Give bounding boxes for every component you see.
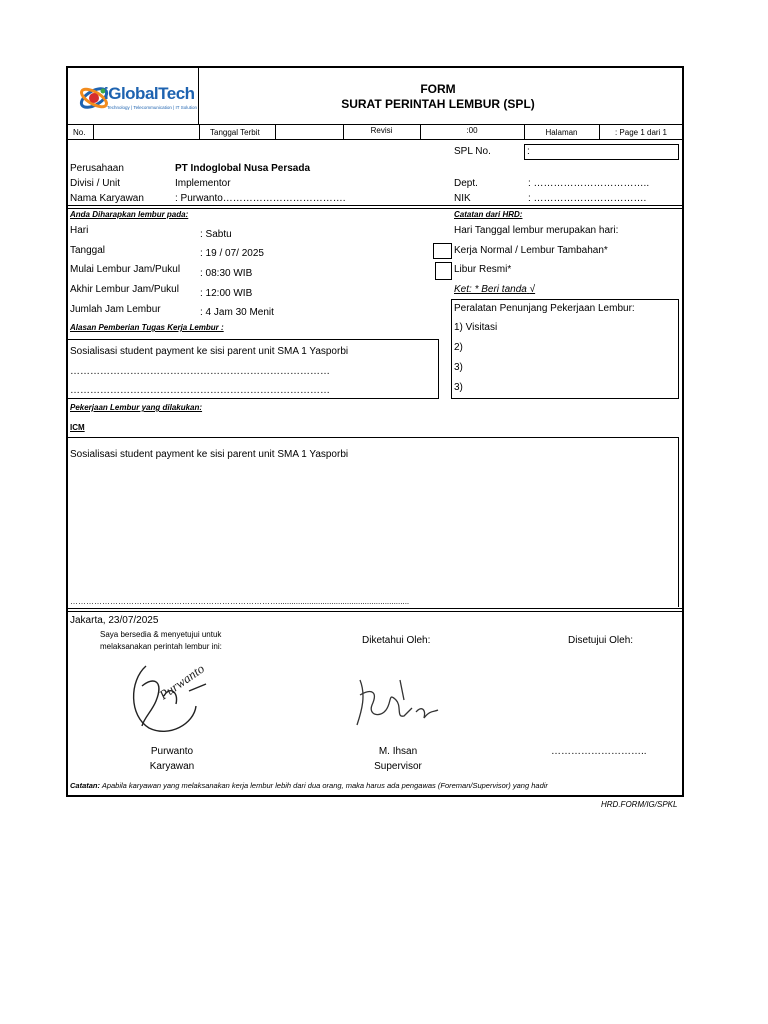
- pekerjaan-subheading: ICM: [70, 423, 85, 432]
- peralatan-item: 3): [454, 362, 463, 373]
- nama-karyawan-label: Nama Karyawan: [70, 193, 144, 204]
- halaman-label: Halaman: [545, 128, 578, 137]
- alasan-line-1: Sosialisasi student payment ke sisi parent unit SMA 1 Yasporbi: [70, 346, 349, 357]
- mulai-label: Mulai Lembur Jam/Pukul: [70, 264, 181, 275]
- nik-label: NIK: [454, 193, 471, 204]
- revisi-label: Revisi: [370, 126, 393, 135]
- lembur-heading: Anda Diharapkan lembur pada:: [70, 210, 189, 219]
- peralatan-item: 2): [454, 342, 463, 353]
- approver-blank: ………………………..: [551, 746, 647, 757]
- spl-no-field: [524, 144, 679, 160]
- place-date: Jakarta, 23/07/2025: [70, 615, 159, 626]
- revisi-value: :00: [466, 126, 478, 135]
- nama-karyawan-value: : Purwanto……………………………….: [175, 193, 346, 204]
- akhir-label: Akhir Lembur Jam/Pukul: [70, 284, 179, 295]
- pekerjaan-box: [67, 437, 679, 607]
- company-logo: [78, 80, 197, 116]
- pekerjaan-heading: Pekerjaan Lembur yang dilakukan:: [70, 403, 203, 412]
- disetujui-label: Disetujui Oleh:: [568, 635, 634, 646]
- perusahaan-label: Perusahaan: [70, 163, 124, 174]
- peralatan-heading: Peralatan Penunjang Pekerjaan Lembur:: [454, 303, 635, 314]
- dept-value: : ……………………………..: [528, 178, 650, 189]
- checkbox-libur-resmi[interactable]: [435, 262, 452, 280]
- akhir-value: : 12:00 WIB: [200, 288, 253, 299]
- statement-line-1: Saya bersedia & menyetujui untuk: [100, 630, 222, 639]
- option-libur-resmi: Libur Resmi*: [454, 264, 512, 275]
- form-label: FORM: [420, 82, 456, 96]
- tanggal-terbit-label: Tanggal Terbit: [210, 128, 260, 137]
- statement-line-2: melaksanakan perintah lembur ini:: [100, 642, 222, 651]
- no-label: No.: [73, 128, 86, 137]
- footer-catatan: [70, 781, 548, 790]
- jumlah-value: : 4 Jam 30 Menit: [200, 307, 274, 318]
- halaman-value: : Page 1 dari 1: [614, 128, 668, 137]
- dept-label: Dept.: [454, 178, 478, 189]
- peralatan-item: 3): [454, 382, 463, 393]
- hrd-note: [454, 284, 535, 295]
- checkbox-kerja-normal[interactable]: [433, 243, 452, 259]
- pekerjaan-content: Sosialisasi student payment ke sisi parent unit SMA 1 Yasporbi: [70, 449, 349, 460]
- spl-no-value: :: [527, 146, 530, 157]
- pekerjaan-dotted-line: ……………………………………………………………………...........................................................: [70, 597, 410, 606]
- form-title: SURAT PERINTAH LEMBUR (SPL): [341, 97, 535, 111]
- signature-employee: [124, 656, 219, 741]
- alasan-heading: Alasan Pemberian Tugas Kerja Lembur :: [70, 323, 224, 332]
- nik-value: : …………………………….: [528, 193, 647, 204]
- peralatan-item: 1) Visitasi: [454, 322, 498, 333]
- check-mark-icon: √: [529, 284, 536, 295]
- hrd-note-text: Ket: * Beri tanda: [454, 284, 527, 295]
- logo-text: iGlobalTech: [104, 84, 195, 103]
- perusahaan-value: PT Indoglobal Nusa Persada: [175, 163, 311, 174]
- employee-role: Karyawan: [149, 761, 195, 772]
- hari-value: : Sabtu: [200, 229, 232, 240]
- tanggal-label: Tanggal: [70, 245, 106, 256]
- option-kerja-normal: Kerja Normal / Lembur Tambahan*: [454, 245, 608, 256]
- logo-tagline: Technology | Telecommunication | IT Solution: [107, 105, 197, 110]
- alasan-line-3: ……………………………………………………………………: [70, 385, 330, 396]
- doc-code: HRD.FORM/IG/SPKL: [601, 800, 678, 809]
- divisi-value: Implementor: [175, 178, 231, 189]
- signature-supervisor: [352, 670, 447, 730]
- jumlah-label: Jumlah Jam Lembur: [70, 304, 161, 315]
- catatan-text: Apabila karyawan yang melaksanakan kerja lembur lebih dari dua orang, maka harus ada pengawas (Foreman/Supervisor) yang hadir: [101, 781, 548, 790]
- spl-no-label: SPL No.: [454, 146, 491, 157]
- tanggal-value: : 19 / 07/ 2025: [200, 248, 264, 259]
- diketahui-label: Diketahui Oleh:: [362, 635, 431, 646]
- signature-employee-text: Purwanto: [156, 660, 208, 703]
- mulai-value: : 08:30 WIB: [200, 268, 253, 279]
- hari-label: Hari: [70, 225, 89, 236]
- supervisor-name: M. Ihsan: [378, 746, 418, 757]
- peralatan-box: [451, 299, 679, 399]
- catatan-label: Catatan:: [70, 781, 101, 790]
- hrd-intro: Hari Tanggal lembur merupakan hari:: [454, 225, 619, 236]
- alasan-line-2: ……………………………………………………………………: [70, 366, 330, 377]
- employee-name: Purwanto: [150, 746, 194, 757]
- supervisor-role: Supervisor: [374, 761, 422, 772]
- hrd-heading: Catatan dari HRD:: [454, 210, 523, 219]
- divisi-label: Divisi / Unit: [70, 178, 121, 189]
